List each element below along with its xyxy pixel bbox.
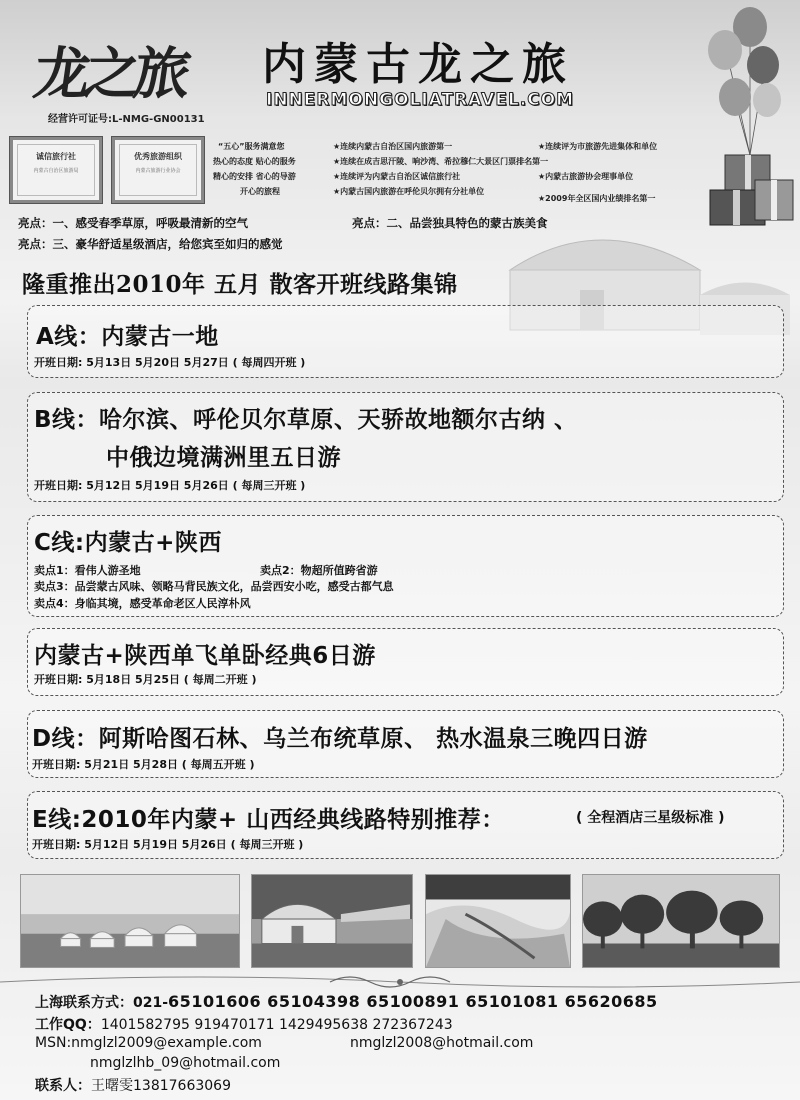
contact-qq-label: 工作QQ： — [35, 1017, 101, 1033]
route-a-box[interactable] — [27, 305, 784, 378]
route-b-box[interactable] — [27, 392, 784, 502]
route-b-dates: 开班日期: 5月12日 5月19日 5月26日 ( 每周三开班 ) — [34, 479, 306, 492]
route-c-title: C线:内蒙古+陕西 — [34, 530, 222, 556]
route-e-note: ( 全程酒店三星级标准 ) — [576, 810, 725, 826]
ornament-divider-icon — [0, 970, 800, 992]
brand-logo: 龙之旅 — [29, 41, 190, 107]
route-c2-dates: 开班日期: 5月18日 5月25日 ( 每周二开班 ) — [34, 673, 257, 686]
route-c-box[interactable] — [27, 515, 784, 617]
contact-msn-1[interactable]: MSN:nmglzl2009@example.com — [35, 1035, 262, 1051]
feature-text: ★内蒙古旅游协会理事单位 — [538, 172, 634, 181]
highlight-3: 亮点：三、豪华舒适星级酒店，给您宾至如归的感觉 — [18, 237, 283, 251]
contact-phone-label: 上海联系方式：021- — [35, 995, 169, 1011]
route-a-dates: 开班日期: 5月13日 5月20日 5月27日 ( 每周四开班 ) — [34, 356, 306, 369]
feature-text: ★连续内蒙古自治区国内旅游第一 — [333, 142, 453, 151]
route-c-sellpoint-2: 卖点2：物超所值跨省游 — [260, 564, 378, 577]
highlight-1: 亮点：一、感受春季草原，呼吸最清新的空气 — [18, 216, 248, 230]
desert-photo — [425, 874, 571, 968]
route-c2-title: 内蒙古+陕西单飞单卧经典6日游 — [34, 643, 376, 669]
contact-phone-row — [35, 992, 658, 1012]
route-b-title-line1: B线：哈尔滨、呼伦贝尔草原、天骄故地额尔古纳 、 — [34, 407, 578, 433]
contact-qq-row — [35, 1014, 453, 1034]
certificate-1: 诚信旅行社 内蒙古自治区旅游局 — [10, 137, 102, 203]
feature-text: ★连续评为市旅游先进集体和单位 — [538, 142, 658, 151]
yurt-camp-photo — [20, 874, 240, 968]
route-d-box[interactable] — [27, 710, 784, 778]
contact-phones[interactable]: 65101606 65104398 65100891 65101081 65620685 — [168, 992, 658, 1011]
certificate-2: 优秀旅游组织 内蒙古旅游行业协会 — [112, 137, 204, 203]
route-d-dates: 开班日期: 5月21日 5月28日 ( 每周五开班 ) — [32, 758, 255, 771]
route-a-title: A线：内蒙古一地 — [36, 324, 219, 350]
route-e-box[interactable] — [27, 791, 784, 859]
route-e-title: E线:2010年内蒙+ 山西经典线路特别推荐： — [32, 807, 505, 833]
feature-text: ★连续评为内蒙古自治区诚信旅行社 — [333, 172, 461, 181]
headline: 隆重推出2010年 五月 散客开班线路集锦 — [22, 271, 458, 298]
route-c2-box[interactable] — [27, 628, 784, 696]
route-c-sellpoint-4: 卖点4：身临其境，感受革命老区人民淳朴风 — [34, 597, 251, 610]
brand-title: 内蒙古龙之旅 — [262, 39, 574, 90]
feature-text: 热心的态度 贴心的服务 — [213, 157, 296, 166]
route-b-title-line2: 中俄边境满洲里五日游 — [106, 445, 341, 471]
contact-msn-3[interactable]: nmglzlhb_09@hotmail.com — [90, 1055, 281, 1071]
brand-url[interactable]: INNERMONGOLIATRAVEL.COM — [266, 90, 575, 110]
contact-person: 王曙雯13817663069 — [91, 1078, 231, 1094]
route-e-dates: 开班日期: 5月12日 5月19日 5月26日 ( 每周三开班 ) — [32, 838, 304, 851]
route-c-sellpoint-3: 卖点3：品尝蒙古风味、领略马背民族文化，品尝西安小吃，感受古都气息 — [34, 580, 394, 593]
feature-text: ★连续在成吉思汗陵、响沙湾、希拉穆仁大景区门票排名第一 — [333, 157, 549, 166]
yurt-close-photo — [251, 874, 413, 968]
contact-person-row — [35, 1075, 231, 1095]
license-number: 经营许可证号:L-NMG-GN00131 — [48, 114, 205, 125]
contact-person-label: 联系人： — [35, 1078, 91, 1094]
highlight-2: 亮点：二、品尝独具特色的蒙古族美食 — [352, 216, 548, 230]
feature-text: ★2009年全区国内业绩排名第一 — [538, 194, 656, 203]
feature-text: ★内蒙古国内旅游在呼伦贝尔拥有分社单位 — [333, 187, 485, 196]
route-d-title: D线：阿斯哈图石林、乌兰布统草原、 热水温泉三晚四日游 — [32, 726, 648, 752]
feature-text: “五心”服务满意您 — [218, 142, 285, 151]
contact-qq[interactable]: 1401582795 919470171 1429495638 272367243 — [100, 1017, 453, 1033]
contact-msn-2[interactable]: nmglzl2008@hotmail.com — [350, 1035, 534, 1051]
route-c-sellpoint-1: 卖点1：看伟人游圣地 — [34, 564, 141, 577]
feature-text: 开心的旅程 — [240, 187, 280, 196]
feature-text: 精心的安排 省心的导游 — [213, 172, 296, 181]
forest-photo — [582, 874, 780, 968]
